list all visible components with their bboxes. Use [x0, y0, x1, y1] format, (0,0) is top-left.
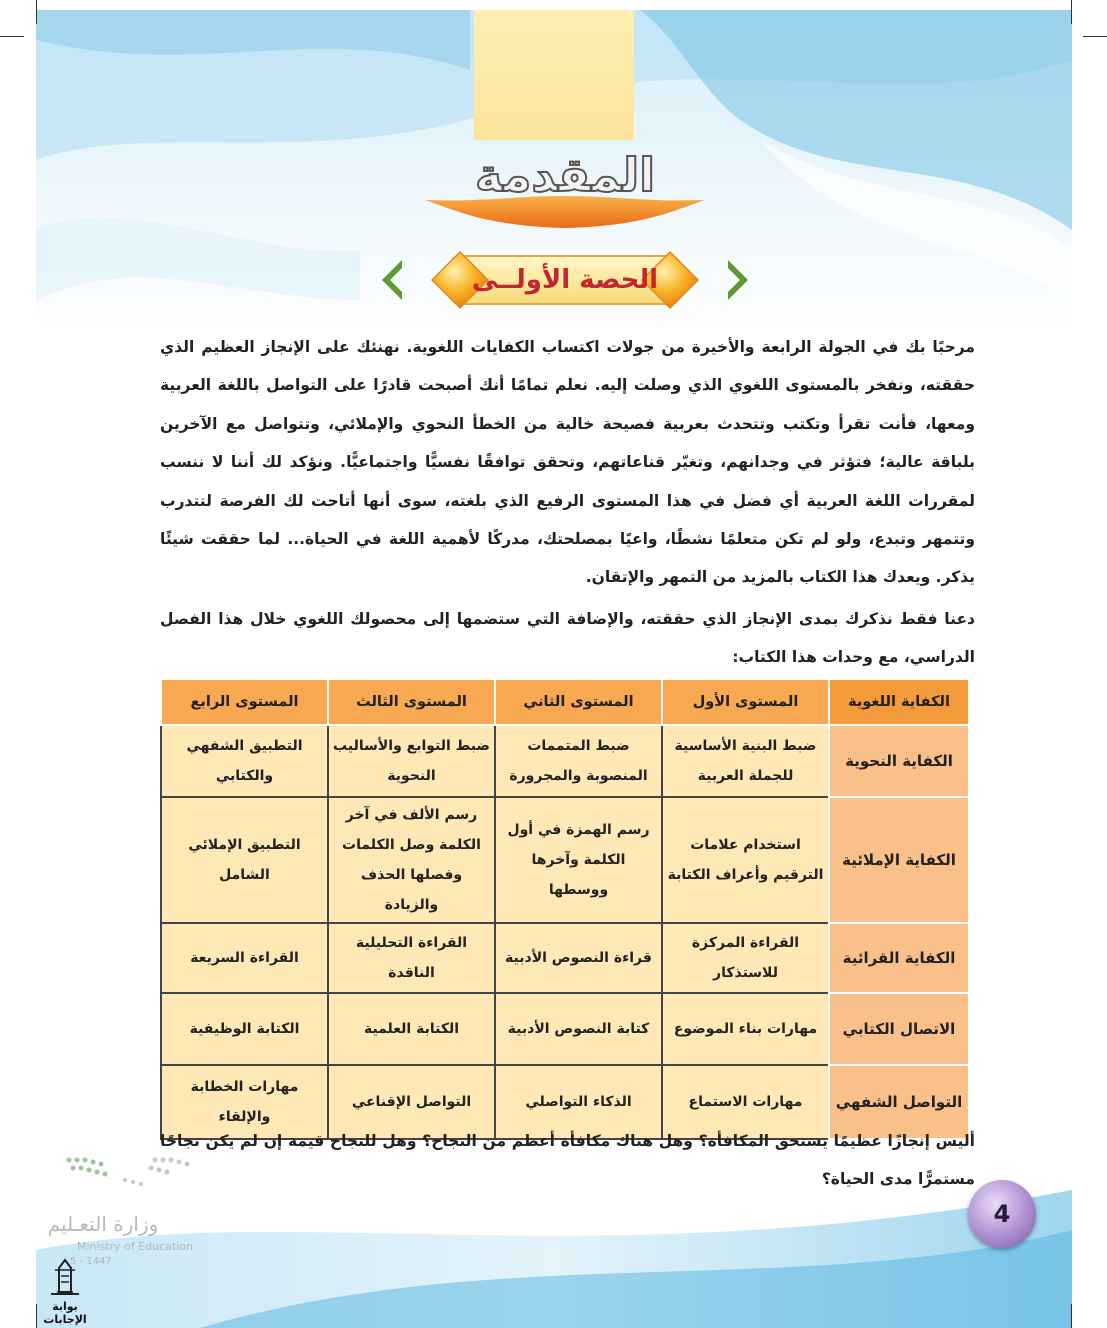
table-cell: القراءة التحليلية الناقدة [328, 923, 495, 993]
table-cell: الكتابة العلمية [328, 993, 495, 1065]
ministry-name-english: Ministry of Education [76, 1240, 193, 1253]
watermark-label: بوابة الإجابات [43, 1300, 87, 1326]
crop-mark [1083, 36, 1107, 37]
lantern-icon [45, 1258, 85, 1298]
table-cell: ضبط البنية الأساسية للجملة العربية [662, 725, 829, 797]
crop-mark [1071, 0, 1072, 24]
table-row [161, 725, 969, 797]
page-title: المقدمة [475, 148, 655, 202]
page-number-badge: 4 [968, 1180, 1036, 1248]
table-cell: رسم الألف في آخر الكلمة وصل الكلمات وفصلها الحذف والزيادة [328, 797, 495, 923]
table-row [161, 797, 969, 923]
table-header-cell: المستوى الثاني [495, 679, 662, 725]
table-cell: استخدام علامات الترقيم وأعراف الكتابة [662, 797, 829, 923]
table-header-cell: الكفاية اللغوية [829, 679, 969, 725]
table-row [161, 923, 969, 993]
table-cell: قراءة النصوص الأدبية [495, 923, 662, 993]
table-cell: التواصل الإقناعي [328, 1065, 495, 1139]
table-cell: كتابة النصوص الأدبية [495, 993, 662, 1065]
table-row [161, 993, 969, 1065]
row-competency: الكفاية النحوية [829, 725, 969, 797]
table-header-cell: المستوى الرابع [161, 679, 328, 725]
crop-mark [0, 36, 24, 37]
table-cell: التطبيق الشفهي والكتابي [161, 725, 328, 797]
ministry-logo [55, 1150, 215, 1210]
closing-paragraph: أليس إنجازًا عظيمًا يستحق المكافأة؟ وهل هناك مكافأة أعظم من النجاح؟ وهل للنجاح قيمة إن لم يكن نجاحًا مستمرًّا مدى الحياة؟ [160, 1132, 975, 1189]
session-label: الحصة الأولــى [471, 265, 659, 295]
table-cell: ضبط المتممات المنصوبة والمجرورة [495, 725, 662, 797]
ministry-name-arabic: وزارة التعـليم [47, 1212, 159, 1236]
table-cell: ضبط التوابع والأساليب النحوية [328, 725, 495, 797]
table-cell: مهارات الاستماع [662, 1065, 829, 1139]
intro-paragraph-lead-in: دعنا فقط نذكرك بمدى الإنجاز الذي حققته، والإضافة التي ستضمها إلى محصولك اللغوي خلال هذا الفصل الدراسي، مع وحدات هذا الكتاب: [160, 610, 975, 667]
title-backdrop [474, 10, 634, 140]
row-competency: الكفاية القرائية [829, 923, 969, 993]
table-header-cell: المستوى الثالث [328, 679, 495, 725]
crop-mark [1071, 1304, 1072, 1328]
row-competency: الكفاية الإملائية [829, 797, 969, 923]
table-cell: القراءة المركزة للاستذكار [662, 923, 829, 993]
row-competency: الاتصال الكتابي [829, 993, 969, 1065]
table-header-row [161, 679, 969, 725]
ministry-year: 5 - 1447 [70, 1256, 112, 1267]
table-cell: مهارات الخطابة والإلقاء [161, 1065, 328, 1139]
table-cell: رسم الهمزة في أول الكلمة وآخرها ووسطها [495, 797, 662, 923]
table-cell: الكتابة الوظيفية [161, 993, 328, 1065]
table-cell: مهارات بناء الموضوع [662, 993, 829, 1065]
competency-levels-table [160, 678, 970, 1140]
intro-paragraph: مرحبًا بك في الجولة الرابعة والأخيرة من جولات اكتساب الكفايات اللغوية. نهنئك على الإنجاز العظيم الذي حققته، ونفخر بالمستوى اللغوي الذي وصلت إليه. نعلم تمامًا أنك أصبحت قادرًا على التواصل باللغة العربية ومعها، فأنت تقرأ وتكتب وتتحدث بعربية فصيحة خالية من الخطأ النحوي والإملائي، وتتواصل مع الآخرين بلباقة عالية؛ فتؤثر في وجدانهم، وتغيّر قناعاتهم، وتحقق توافقًا نفسيًّا واجتماعيًّا. ونؤكد لك أننا لا ننسب لمقررات اللغة العربية أي فضل في هذا المستوى الرفيع الذي بلغته، سوى أنها أتاحت لك الفرصة لتتدرب وتتمهر وتبدع، ولو لم تكن متعلمًا نشطًا، واعيًا بمصلحتك، مدركًا لأهمية اللغة في الحياة... لما حققت شيئًا يذكر. ويعدك هذا الكتاب بالمزيد من التمهر والإتقان. [160, 338, 975, 587]
row-competency: التواصل الشفهي [829, 1065, 969, 1139]
table-cell: القراءة السريعة [161, 923, 328, 993]
table-cell: الذكاء التواصلي [495, 1065, 662, 1139]
table-cell: التطبيق الإملائي الشامل [161, 797, 328, 923]
crop-mark [36, 0, 37, 24]
table-header-cell: المستوى الأول [662, 679, 829, 725]
